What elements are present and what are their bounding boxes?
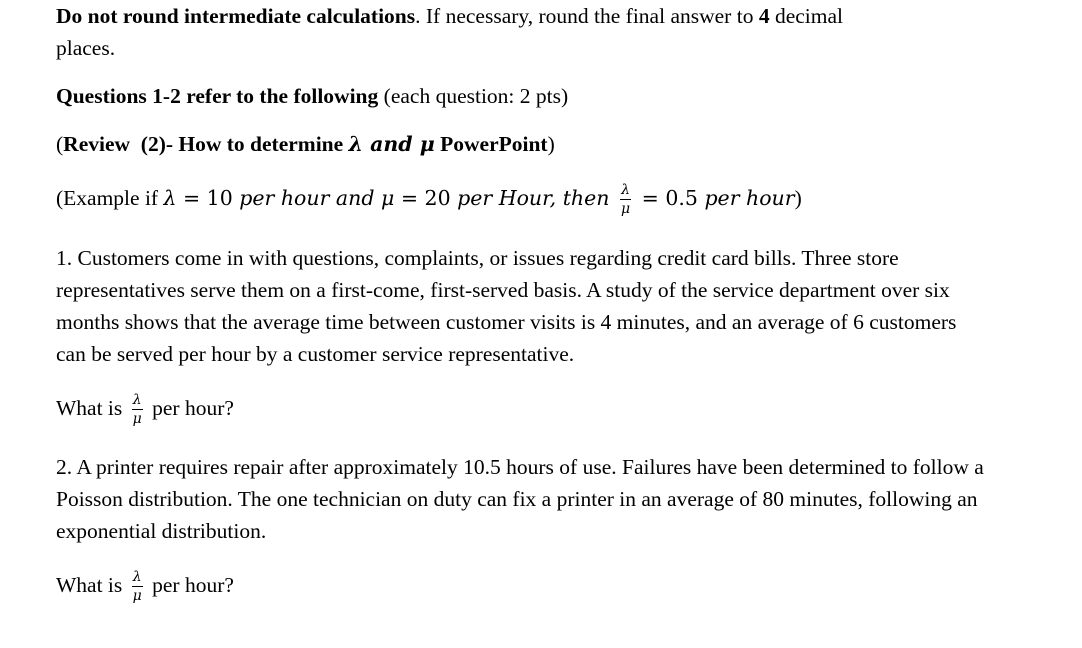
fraction-numerator: λ xyxy=(621,181,630,198)
instructions-text-b: decimal xyxy=(769,4,844,28)
fraction-denominator: μ xyxy=(132,587,142,604)
fraction-numerator: λ xyxy=(132,568,142,585)
instructions-bold: Do not round intermediate calculations xyxy=(56,4,416,28)
fraction-bar xyxy=(620,199,631,200)
review-line xyxy=(56,128,555,160)
review-bold-b: PowerPoint xyxy=(434,132,548,156)
review-math: λ and μ xyxy=(348,132,435,156)
example-eq-a: = 10 xyxy=(176,186,240,210)
example-line xyxy=(56,182,802,217)
example-prefix: (Example if xyxy=(56,186,164,210)
instructions-text-a: . If necessary, round the final answer to xyxy=(415,4,759,28)
instructions-line-2: places. xyxy=(56,36,116,60)
example-eq-c: = 0.5 xyxy=(635,186,705,210)
review-bold-a: Review (2)- How to determine xyxy=(63,132,349,156)
review-open: ( xyxy=(56,132,64,156)
questions-header-rest: (each question: 2 pts) xyxy=(378,84,569,108)
questions-header-bold: Questions 1-2 refer to the following xyxy=(56,84,379,108)
example-per-hour-then: per Hour, then xyxy=(457,186,616,210)
instructions-line xyxy=(56,0,843,32)
question-2-prompt-suffix: per hour? xyxy=(146,573,234,597)
question-1-prompt xyxy=(56,392,234,427)
questions-header xyxy=(56,80,568,112)
question-1-fraction xyxy=(132,393,143,426)
example-lambda: λ xyxy=(163,186,177,210)
instructions-decimals: 4 xyxy=(758,4,770,28)
question-1-prompt-prefix: What is xyxy=(56,396,128,420)
fraction-denominator: μ xyxy=(132,410,142,427)
example-eq-b: = 20 xyxy=(394,186,458,210)
review-close: ) xyxy=(547,132,555,156)
fraction-denominator: μ xyxy=(621,200,631,217)
question-2-prompt-prefix: What is xyxy=(56,573,128,597)
fraction-bar xyxy=(132,409,143,410)
question-2-prompt xyxy=(56,569,234,604)
fraction-bar xyxy=(132,586,143,587)
question-1-text: 1. Customers come in with questions, complaints, or issues regarding credit card bills. Three store representatives serve them on a first-come, first-served basis. A study of the service department over six months shows that the average time between customer visits is 4 minutes, and an average of 6 customers can be served per hour by a customer service representative. xyxy=(56,246,957,366)
example-suffix: ) xyxy=(794,186,802,210)
example-per-hour-and-mu: per hour and μ xyxy=(239,186,395,210)
question-2-text: 2. A printer requires repair after approximately 10.5 hours of use. Failures have been determined to follow a Poisson distribution. The one technician on duty can fix a printer in an average of 80 minutes, following an exponential distribution. xyxy=(56,455,984,543)
fraction-numerator: λ xyxy=(132,391,142,408)
example-per-hour: per hour xyxy=(704,186,795,210)
question-1-prompt-suffix: per hour? xyxy=(146,396,234,420)
question-2-fraction xyxy=(132,570,143,603)
example-fraction xyxy=(620,183,631,216)
